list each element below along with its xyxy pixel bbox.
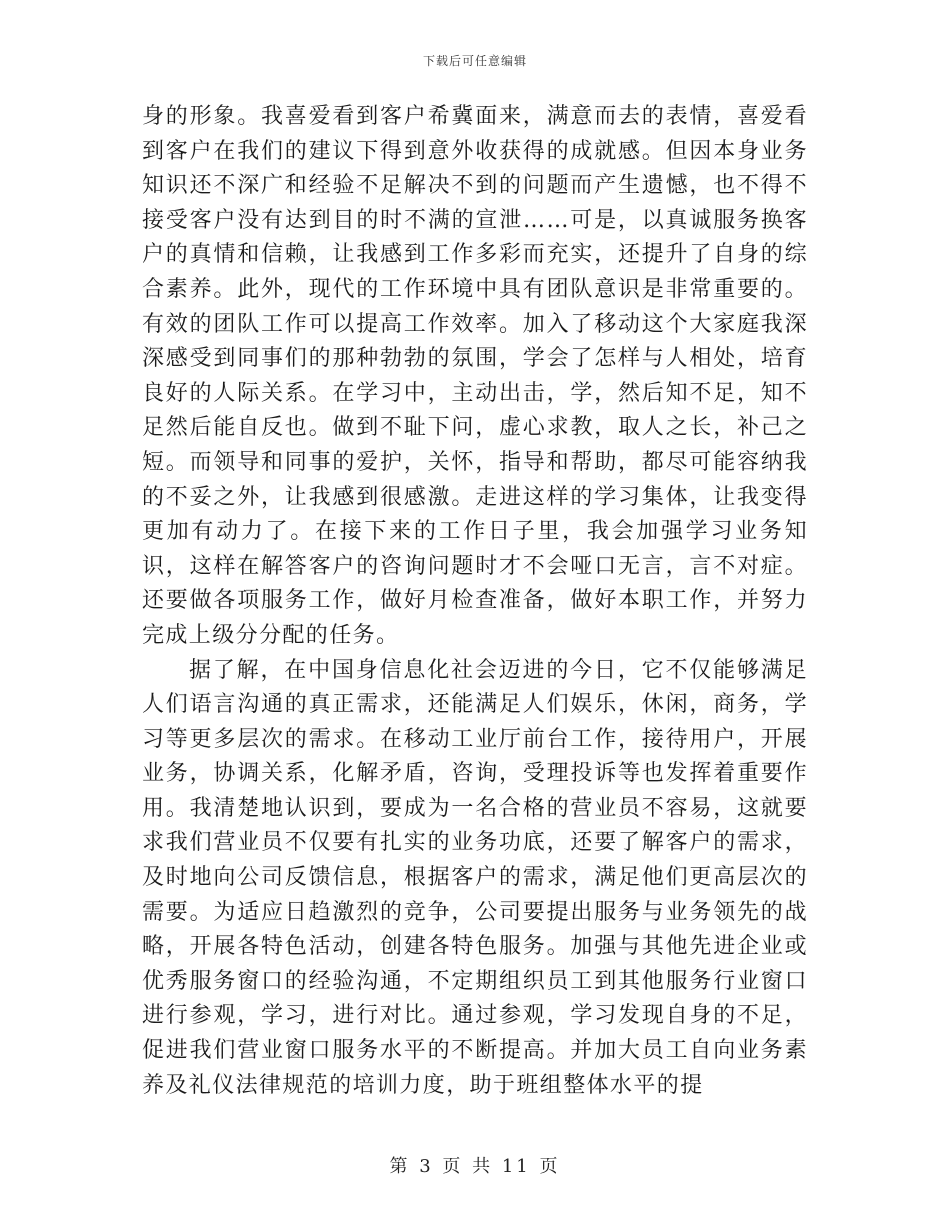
paragraph-1: 身的形象。我喜爱看到客户希冀面来，满意而去的表情，喜爱看到客户在我们的建议下得到意外收获得的成就感。但因本身业务知识还不深广和经验不足解决不到的问题而产生遗憾，也不得不接受客户没有达到目的时不满的宣泄……可是，以真诚服务换客户的真情和信赖，让我感到工作多彩而充实，还提升了自身的综合素养。此外，现代的工作环境中具有团队意识是非常重要的。有效的团队工作可以提高工作效率。加入了移动这个大家庭我深深感受到同事们的那种勃勃的氛围，学会了怎样与人相处，培育良好的人际关系。在学习中，主动出击，学，然后知不足，知不足然后能自反也。做到不耻下问，虚心求教，取人之长，补己之短。而领导和同事的爱护，关怀，指导和帮助，都尽可能容纳我的不妥之外，让我感到很感激。走进这样的学习集体，让我变得更加有动力了。在接下来的工作日子里，我会加强学习业务知识，这样在解答客户的咨询问题时才不会哑口无言，言不对症。还要做各项服务工作，做好月检查准备，做好本职工作，并努力完成上级分分配的任务。 xyxy=(142,104,808,648)
document-body xyxy=(142,100,808,1103)
page-footer: 第 3 页 共 11 页 xyxy=(389,1156,561,1177)
paragraph-2: 据了解，在中国身信息化社会迈进的今日，它不仅能够满足人们语言沟通的真正需求，还能满足人们娱乐，休闲，商务，学习等更多层次的需求。在移动工业厅前台工作，接待用户，开展业务，协调关系，化解矛盾，咨询，受理投诉等也发挥着重要作用。我清楚地认识到，要成为一名合格的营业员不容易，这就要求我们营业员不仅要有扎实的业务功底，还要了解客户的需求，及时地向公司反馈信息，根据客户的需求，满足他们更高层次的需要。为适应日趋激烈的竞争，公司要提出服务与业务领先的战略，开展各特色活动，创建各特色服务。加强与其他先进企业或优秀服务窗口的经验沟通，不定期组织员工到其他服务行业窗口进行参观，学习，进行对比。通过参观，学习发现自身的不足，促进我们营业窗口服务水平的不断提高。并加大员工自向业务素养及礼仪法律规范的培训力度，助于班组整体水平的提 xyxy=(142,657,808,1098)
page-header: 下载后可任意编辑 xyxy=(422,54,527,68)
